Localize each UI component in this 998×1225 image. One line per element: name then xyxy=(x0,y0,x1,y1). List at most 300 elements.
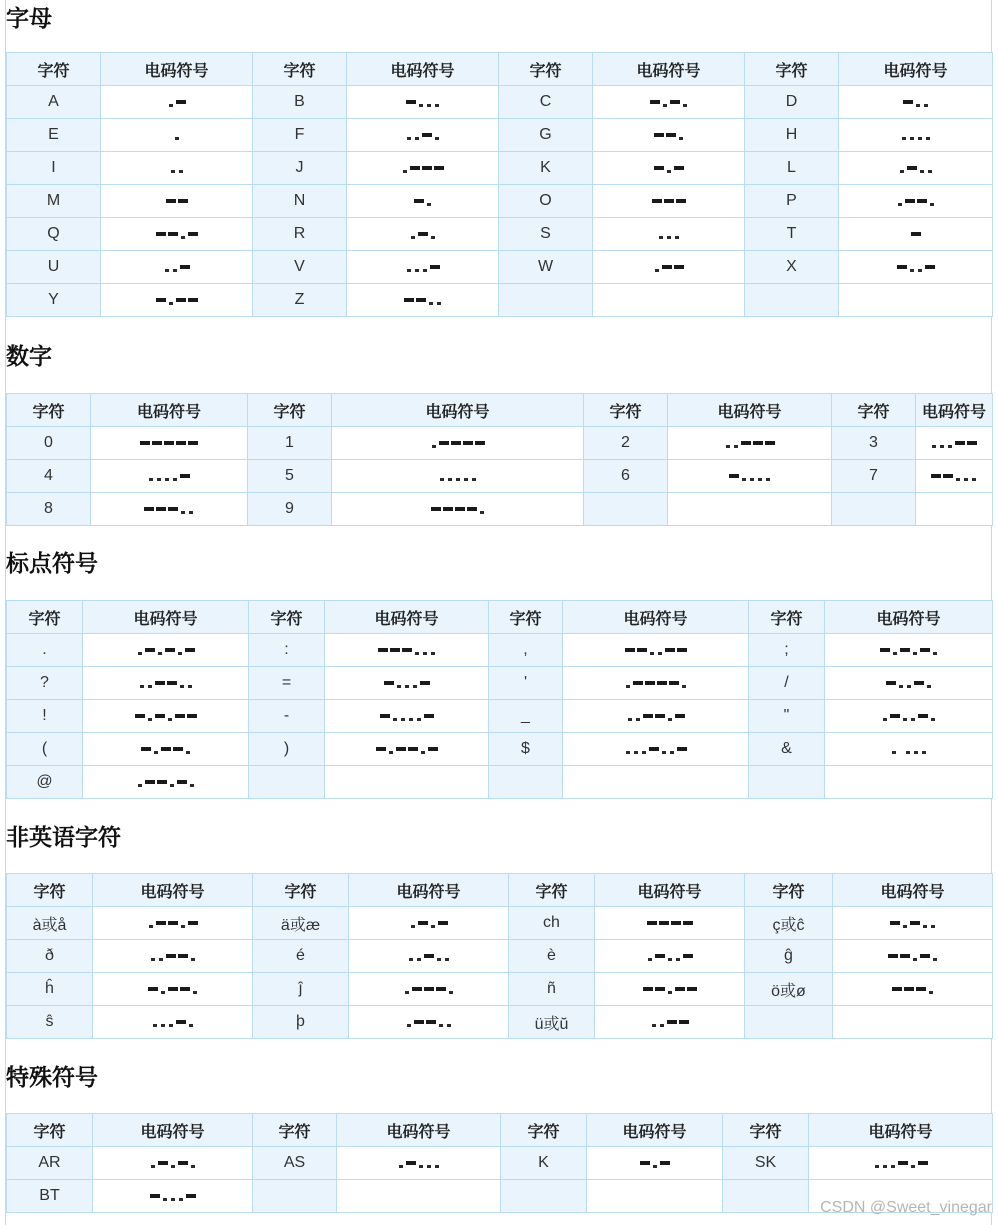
char-cell: 3 xyxy=(832,427,916,460)
morse-code xyxy=(405,262,441,272)
morse-dot xyxy=(169,104,173,107)
morse-dash xyxy=(380,714,390,718)
morse-code xyxy=(902,97,930,107)
morse-dash xyxy=(683,921,693,925)
char-cell: = xyxy=(249,667,325,700)
morse-code xyxy=(139,438,199,448)
char-cell: F xyxy=(253,119,347,152)
morse-dash xyxy=(640,1161,650,1165)
morse-cell xyxy=(93,940,253,973)
morse-cell xyxy=(587,1180,723,1213)
morse-dash xyxy=(910,921,920,925)
morse-dot xyxy=(186,751,190,754)
morse-dot xyxy=(653,1165,657,1168)
morse-dot xyxy=(907,685,911,688)
morse-code xyxy=(155,229,199,239)
morse-code xyxy=(377,645,437,655)
morse-dot xyxy=(679,137,683,140)
column-header-char: 字符 xyxy=(509,874,595,907)
column-header-char: 字符 xyxy=(249,601,325,634)
morse-dot xyxy=(397,685,401,688)
char-cell: J xyxy=(253,152,347,185)
morse-dot xyxy=(932,445,936,448)
column-header-char: 字符 xyxy=(7,394,91,427)
morse-dash xyxy=(675,714,685,718)
morse-code xyxy=(898,163,934,173)
morse-dot xyxy=(148,685,152,688)
column-header-code: 电码符号 xyxy=(101,53,253,86)
morse-dot xyxy=(676,958,680,961)
morse-code xyxy=(624,678,688,688)
morse-dot xyxy=(667,236,671,239)
morse-dot xyxy=(193,991,197,994)
morse-code xyxy=(407,951,451,961)
morse-code xyxy=(930,438,978,448)
morse-dash xyxy=(667,1020,677,1024)
morse-dot xyxy=(668,991,672,994)
morse-dot xyxy=(655,269,659,272)
morse-dash xyxy=(914,681,924,685)
table-row xyxy=(7,733,993,766)
morse-dot xyxy=(658,652,662,655)
morse-dash xyxy=(166,954,176,958)
char-cell: ) xyxy=(249,733,325,766)
morse-dash xyxy=(925,265,935,269)
char-cell: V xyxy=(253,251,347,284)
morse-code xyxy=(405,130,441,140)
morse-cell xyxy=(563,667,749,700)
morse-dot xyxy=(931,925,935,928)
char-cell: ö或ø xyxy=(745,973,833,1006)
morse-cell xyxy=(563,634,749,667)
morse-dot xyxy=(742,478,746,481)
morse-dot xyxy=(179,170,183,173)
morse-cell xyxy=(91,460,248,493)
column-header-char: 字符 xyxy=(7,53,101,86)
morse-code xyxy=(430,504,486,514)
morse-dash xyxy=(647,921,657,925)
morse-dash xyxy=(416,298,426,302)
morse-dot xyxy=(419,1165,423,1168)
morse-cell xyxy=(101,152,253,185)
morse-dash xyxy=(654,166,664,170)
morse-code xyxy=(375,744,439,754)
morse-dot xyxy=(659,236,663,239)
morse-dash xyxy=(186,1194,196,1198)
morse-dash xyxy=(753,441,763,445)
morse-code xyxy=(413,196,433,206)
char-cell: A xyxy=(7,86,101,119)
morse-dot xyxy=(171,170,175,173)
column-header-code: 电码符号 xyxy=(563,601,749,634)
morse-dash xyxy=(657,681,667,685)
morse-dot xyxy=(926,137,930,140)
char-cell: U xyxy=(7,251,101,284)
morse-dash xyxy=(140,441,150,445)
morse-dot xyxy=(972,478,976,481)
morse-dot xyxy=(923,925,927,928)
morse-dot xyxy=(431,236,435,239)
morse-dot xyxy=(161,1024,165,1027)
morse-code xyxy=(930,471,978,481)
morse-code xyxy=(155,295,199,305)
morse-dot xyxy=(675,236,679,239)
morse-dash xyxy=(185,648,195,652)
morse-dash xyxy=(141,747,151,751)
morse-cell xyxy=(563,766,749,799)
morse-dash xyxy=(679,1020,689,1024)
column-header-code: 电码符号 xyxy=(668,394,832,427)
morse-dot xyxy=(914,751,918,754)
morse-dot xyxy=(910,269,914,272)
char-cell: 8 xyxy=(7,493,91,526)
morse-dot xyxy=(168,718,172,721)
column-header-code: 电码符号 xyxy=(595,874,745,907)
column-header-code: 电码符号 xyxy=(93,1114,253,1147)
morse-cell xyxy=(347,119,499,152)
char-cell: ñ xyxy=(509,973,595,1006)
morse-dash xyxy=(188,298,198,302)
morse-dash xyxy=(428,747,438,751)
morse-dash xyxy=(152,441,162,445)
morse-cell xyxy=(101,251,253,284)
morse-dash xyxy=(158,1161,168,1165)
morse-dash xyxy=(384,681,394,685)
morse-dot xyxy=(920,170,924,173)
morse-dash xyxy=(156,507,166,511)
table-row xyxy=(7,251,993,284)
morse-dash xyxy=(176,298,186,302)
morse-dash xyxy=(918,1161,928,1165)
morse-dot xyxy=(663,104,667,107)
char-cell: D xyxy=(745,86,839,119)
char-cell xyxy=(723,1180,809,1213)
char-cell: 1 xyxy=(248,427,332,460)
morse-cell xyxy=(332,493,584,526)
morse-dash xyxy=(414,1020,424,1024)
morse-dash xyxy=(396,747,406,751)
table-row xyxy=(7,119,993,152)
morse-cell xyxy=(93,973,253,1006)
char-cell: AR xyxy=(7,1147,93,1180)
morse-dot xyxy=(407,137,411,140)
morse-code xyxy=(165,196,189,206)
morse-dash xyxy=(167,681,177,685)
morse-dot xyxy=(189,1024,193,1027)
char-cell: BT xyxy=(7,1180,93,1213)
morse-dot xyxy=(437,958,441,961)
morse-code xyxy=(896,196,936,206)
char-cell: è xyxy=(509,940,595,973)
morse-code xyxy=(401,163,445,173)
morse-dash xyxy=(145,780,155,784)
char-cell: _ xyxy=(489,700,563,733)
table-row xyxy=(7,940,993,973)
morse-dash xyxy=(664,199,674,203)
morse-dash xyxy=(438,921,448,925)
morse-dot xyxy=(931,718,935,721)
morse-dot xyxy=(419,104,423,107)
morse-dot xyxy=(159,958,163,961)
morse-dot xyxy=(900,170,904,173)
char-cell: ' xyxy=(489,667,563,700)
column-header-code: 电码符号 xyxy=(349,874,509,907)
char-cell: B xyxy=(253,86,347,119)
morse-code xyxy=(405,1017,453,1027)
column-header-char: 字符 xyxy=(584,394,668,427)
morse-dot xyxy=(626,751,630,754)
morse-dot xyxy=(682,685,686,688)
char-cell: N xyxy=(253,185,347,218)
section-title: 标点符号 xyxy=(6,551,98,577)
morse-dash xyxy=(674,166,684,170)
morse-code xyxy=(147,918,199,928)
morse-dash xyxy=(176,1020,186,1024)
morse-dash xyxy=(145,648,155,652)
morse-dot xyxy=(415,652,419,655)
morse-dot xyxy=(891,1165,895,1168)
morse-dash xyxy=(633,681,643,685)
char-cell: S xyxy=(499,218,593,251)
morse-dot xyxy=(435,104,439,107)
char-cell: 6 xyxy=(584,460,668,493)
morse-dash xyxy=(671,921,681,925)
morse-code xyxy=(646,918,694,928)
morse-code xyxy=(383,678,431,688)
morse-dash xyxy=(897,265,907,269)
char-cell: ch xyxy=(509,907,595,940)
morse-dash xyxy=(676,199,686,203)
morse-code xyxy=(151,1017,195,1027)
morse-cell xyxy=(833,973,993,1006)
char-cell: 2 xyxy=(584,427,668,460)
morse-dash xyxy=(637,648,647,652)
char-cell: / xyxy=(749,667,825,700)
column-header-code: 电码符号 xyxy=(825,601,993,634)
column-header-code: 电码符号 xyxy=(587,1114,723,1147)
table-row xyxy=(7,218,993,251)
morse-cell xyxy=(101,284,253,317)
morse-cell xyxy=(332,460,584,493)
morse-dash xyxy=(436,987,446,991)
morse-dot xyxy=(652,1024,656,1027)
morse-cell xyxy=(83,700,249,733)
char-cell: Z xyxy=(253,284,347,317)
morse-cell xyxy=(93,1147,253,1180)
morse-cell xyxy=(325,700,489,733)
morse-cell xyxy=(595,973,745,1006)
morse-dash xyxy=(168,232,178,236)
morse-dot xyxy=(191,958,195,961)
morse-dash xyxy=(402,648,412,652)
char-cell: G xyxy=(499,119,593,152)
char-cell xyxy=(832,493,916,526)
morse-dash xyxy=(677,747,687,751)
morse-dot xyxy=(431,925,435,928)
morse-dash xyxy=(166,199,176,203)
morse-cell xyxy=(833,1006,993,1039)
morse-dash xyxy=(898,1161,908,1165)
morse-dot xyxy=(161,991,165,994)
morse-cell xyxy=(595,940,745,973)
morse-dot xyxy=(440,478,444,481)
morse-dash xyxy=(645,681,655,685)
morse-dot xyxy=(734,445,738,448)
morse-dash xyxy=(916,987,926,991)
char-cell: 5 xyxy=(248,460,332,493)
morse-dot xyxy=(903,925,907,928)
morse-dot xyxy=(648,958,652,961)
char-cell: @ xyxy=(7,766,83,799)
morse-dot xyxy=(423,652,427,655)
morse-cell xyxy=(349,907,509,940)
morse-dot xyxy=(898,203,902,206)
morse-dot xyxy=(175,137,179,140)
morse-cell xyxy=(337,1180,501,1213)
table-row xyxy=(7,185,993,218)
morse-cell xyxy=(83,634,249,667)
morse-code xyxy=(910,229,922,239)
morse-dot xyxy=(170,784,174,787)
morse-dash xyxy=(967,441,977,445)
morse-dot xyxy=(151,1165,155,1168)
morse-dot xyxy=(928,170,932,173)
morse-cell xyxy=(349,973,509,1006)
morse-cell xyxy=(347,152,499,185)
morse-code xyxy=(169,163,185,173)
char-cell: AS xyxy=(253,1147,337,1180)
morse-code xyxy=(650,1017,690,1027)
char-cell: ( xyxy=(7,733,83,766)
morse-dot xyxy=(758,478,762,481)
morse-dot xyxy=(411,925,415,928)
char-cell: E xyxy=(7,119,101,152)
column-header-char: 字符 xyxy=(7,874,93,907)
morse-code xyxy=(653,130,685,140)
morse-dot xyxy=(933,958,937,961)
morse-dash xyxy=(643,714,653,718)
morse-dot xyxy=(413,685,417,688)
morse-code xyxy=(136,645,196,655)
morse-dash xyxy=(675,987,685,991)
morse-dash xyxy=(410,166,420,170)
morse-dot xyxy=(190,784,194,787)
morse-dot xyxy=(407,269,411,272)
morse-dash xyxy=(418,232,428,236)
morse-dot xyxy=(927,685,931,688)
char-cell: ĝ xyxy=(745,940,833,973)
column-header-code: 电码符号 xyxy=(332,394,584,427)
morse-cell xyxy=(325,733,489,766)
morse-cell xyxy=(332,427,584,460)
morse-dash xyxy=(180,265,190,269)
morse-dash xyxy=(660,1161,670,1165)
morse-dot xyxy=(423,269,427,272)
morse-dot xyxy=(165,269,169,272)
column-header-char: 字符 xyxy=(745,874,833,907)
morse-dot xyxy=(447,1024,451,1027)
morse-code xyxy=(147,984,199,994)
morse-dash xyxy=(168,921,178,925)
table-row xyxy=(7,634,993,667)
char-cell: P xyxy=(745,185,839,218)
morse-code xyxy=(403,984,455,994)
char-cell: K xyxy=(499,152,593,185)
morse-dash xyxy=(886,681,896,685)
morse-dot xyxy=(409,718,413,721)
morse-cell xyxy=(347,86,499,119)
morse-dash xyxy=(943,474,953,478)
morse-dash xyxy=(420,681,430,685)
morse-dot xyxy=(158,652,162,655)
morse-cell xyxy=(347,251,499,284)
char-cell: ? xyxy=(7,667,83,700)
morse-dash xyxy=(917,199,927,203)
table-row xyxy=(7,86,993,119)
column-header-char: 字符 xyxy=(7,601,83,634)
table-header-row xyxy=(7,394,993,427)
table-row xyxy=(7,460,993,493)
morse-code xyxy=(409,918,449,928)
morse-dot xyxy=(181,511,185,514)
morse-code xyxy=(438,471,478,481)
morse-code xyxy=(147,471,191,481)
column-header-char: 字符 xyxy=(749,601,825,634)
char-cell xyxy=(501,1180,587,1213)
morse-dot xyxy=(411,236,415,239)
morse-dot xyxy=(670,751,674,754)
char-cell: þ xyxy=(253,1006,349,1039)
table-row xyxy=(7,667,993,700)
char-cell: 9 xyxy=(248,493,332,526)
morse-dash xyxy=(655,987,665,991)
morse-code xyxy=(138,678,194,688)
char-cell: W xyxy=(499,251,593,284)
morse-cell xyxy=(593,251,745,284)
morse-dot xyxy=(138,652,142,655)
morse-dot xyxy=(903,718,907,721)
morse-dot xyxy=(140,685,144,688)
morse-dot xyxy=(179,1198,183,1201)
morse-dash xyxy=(390,648,400,652)
morse-dot xyxy=(667,170,671,173)
morse-dash xyxy=(161,747,171,751)
char-cell: T xyxy=(745,218,839,251)
morse-dash xyxy=(178,1161,188,1165)
morse-cell xyxy=(93,1006,253,1039)
morse-cell xyxy=(101,119,253,152)
char-cell: . xyxy=(7,634,83,667)
morse-dot xyxy=(929,991,933,994)
char-cell: $ xyxy=(489,733,563,766)
morse-dot xyxy=(417,958,421,961)
morse-dash xyxy=(652,199,662,203)
morse-dot xyxy=(668,718,672,721)
morse-cell xyxy=(593,152,745,185)
morse-dot xyxy=(431,652,435,655)
morse-dot xyxy=(165,478,169,481)
morse-dash xyxy=(404,298,414,302)
morse-dash xyxy=(666,133,676,137)
column-header-code: 电码符号 xyxy=(93,874,253,907)
morse-dash xyxy=(424,714,434,718)
morse-dash xyxy=(164,441,174,445)
morse-dash xyxy=(880,648,890,652)
morse-dot xyxy=(445,958,449,961)
morse-dash xyxy=(408,747,418,751)
morse-dot xyxy=(171,1198,175,1201)
column-header-code: 电码符号 xyxy=(325,601,489,634)
